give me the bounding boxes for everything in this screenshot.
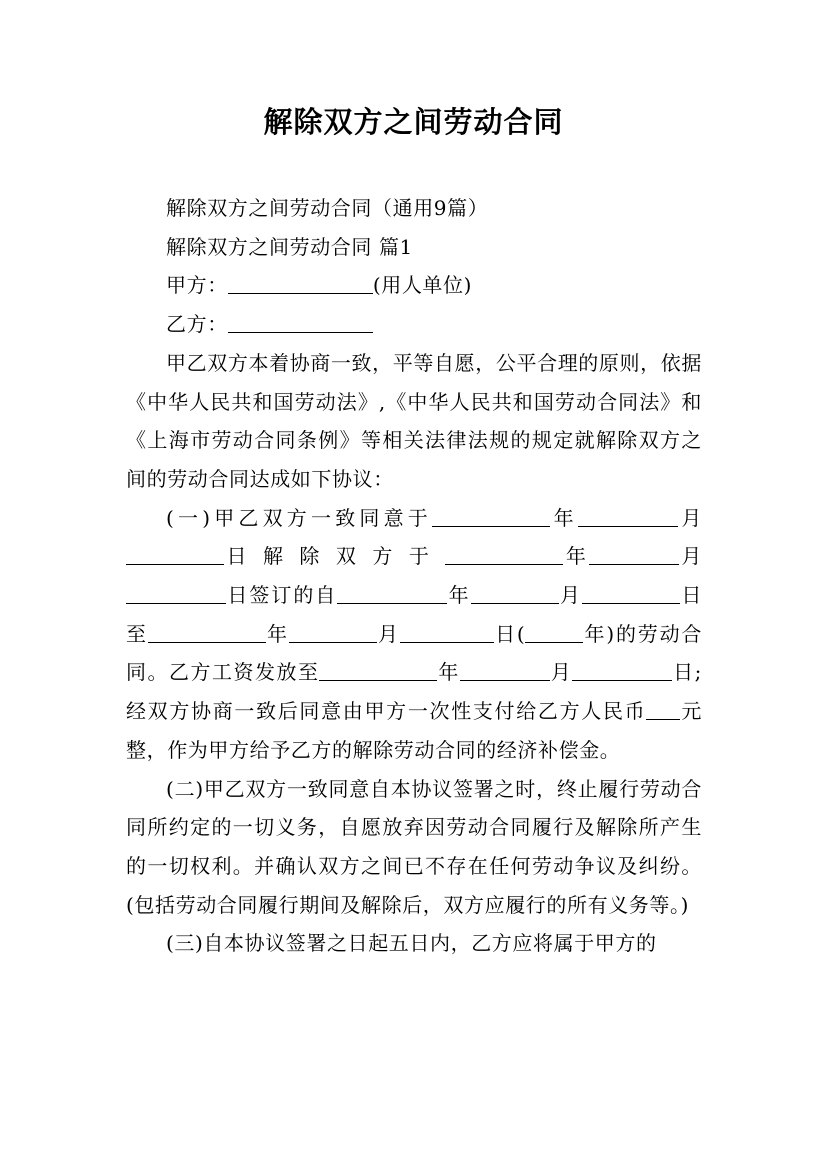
month-label: 月 — [376, 621, 400, 646]
party-b-label: 乙方： — [166, 312, 228, 337]
blank — [582, 583, 680, 604]
blank — [126, 544, 224, 565]
section-heading: 解除双方之间劳动合同 篇1 — [166, 234, 413, 259]
month-label: 月 — [677, 505, 702, 530]
blank — [572, 660, 672, 681]
clause-1-text: 日至 — [126, 583, 702, 646]
blank — [460, 660, 550, 681]
clause-1-text: 元整，作为甲方给予乙方的解除劳动合同的经济补偿金。 — [126, 699, 702, 762]
blank — [126, 583, 226, 604]
clause-1-text: 日( — [493, 621, 526, 646]
clause-1-text: 日;经双方协商一致后同意由甲方一次性支付给乙方人民币 — [126, 660, 702, 724]
month-label: 月 — [549, 660, 573, 685]
party-a-line — [126, 266, 702, 305]
blank — [319, 660, 437, 681]
party-a-suffix: (用人单位) — [372, 273, 473, 298]
blank — [525, 622, 583, 643]
clause-1-paragraph — [126, 499, 702, 770]
blank — [400, 622, 494, 643]
year-label: 年 — [265, 621, 289, 646]
clause-1-text: 日解除双方于 — [224, 544, 446, 569]
party-b-line — [126, 305, 702, 344]
month-label: 月 — [558, 583, 582, 608]
year-label: 年 — [447, 583, 471, 608]
blank — [289, 622, 377, 643]
clause-1-text: (一)甲乙双方一致同意于 — [166, 505, 432, 530]
year-label: 年 — [549, 505, 578, 530]
blank — [578, 506, 678, 527]
month-label: 月 — [678, 544, 703, 569]
party-b-blank — [228, 312, 373, 333]
clause-1-text: 日签订的自 — [226, 583, 338, 608]
party-a-label: 甲方： — [166, 273, 228, 298]
clause-2-paragraph: (二)甲乙双方一致同意自本协议签署之时，终止履行劳动合同所约定的一切义务，自愿放弃因劳动合同履行及解除所产生的一切权利。并确认双方之间已不存在任何劳动争议及纠纷。(包括劳动合同履行期间及解除后，双方应履行的所有义务等。) — [126, 776, 702, 917]
blank — [471, 583, 559, 604]
party-a-blank — [228, 273, 373, 294]
amount-blank — [646, 699, 680, 720]
document-body — [126, 189, 702, 963]
year-label: 年 — [563, 544, 589, 569]
clause-1-text: 年)的劳动合同。乙方工资发放至 — [126, 621, 702, 685]
blank — [432, 506, 550, 527]
document-subtitle: 解除双方之间劳动合同（通用9篇） — [166, 196, 489, 220]
clause-3-paragraph: (三)自本协议签署之日起五日内，乙方应将属于甲方的 — [166, 931, 657, 956]
blank — [445, 544, 563, 565]
preamble-paragraph: 甲乙双方本着协商一致，平等自愿，公平合理的原则，依据《中华人民共和国劳动法》,《中华人民共和国劳动合同法》和《上海市劳动合同条例》等相关法律法规的规定就解除双方之间的劳动合同达成如下协议： — [126, 350, 702, 491]
document-title: 解除双方之间劳动合同 — [263, 105, 564, 139]
year-label: 年 — [437, 660, 460, 685]
blank — [148, 622, 266, 643]
blank — [337, 583, 447, 604]
blank — [589, 544, 679, 565]
